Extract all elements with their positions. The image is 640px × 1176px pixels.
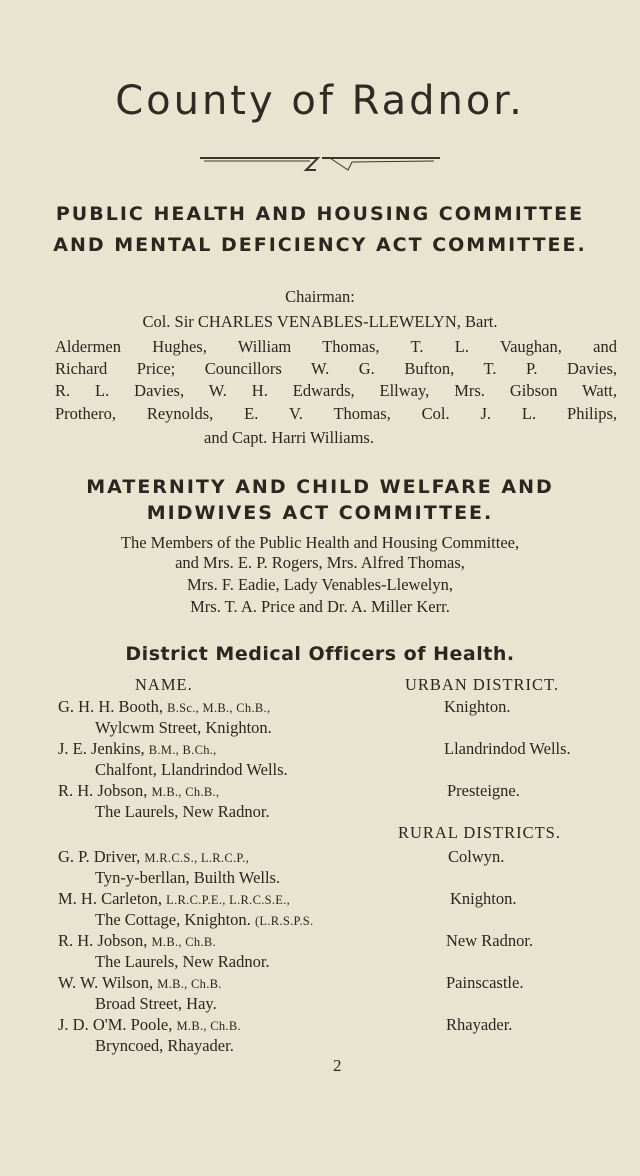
- officers-heading: District Medical Officers of Health.: [125, 643, 515, 665]
- officer-qualifications: M.R.C.S., L.R.C.P.,: [144, 851, 250, 865]
- committee-members-line: and Capt. Harri Williams.: [204, 428, 374, 447]
- maternity-members-line: Mrs. T. A. Price and Dr. A. Miller Kerr.: [190, 597, 450, 616]
- officer-district: Llandrindod Wells.: [444, 739, 571, 758]
- officer-name: R. H. Jobson,: [58, 931, 148, 950]
- maternity-members-line: and Mrs. E. P. Rogers, Mrs. Alfred Thomas,: [175, 553, 465, 572]
- officer-district: Painscastle.: [446, 973, 524, 992]
- officer-name: R. H. Jobson,: [58, 781, 148, 800]
- officer-district: Colwyn.: [448, 847, 505, 866]
- urban-column-header: URBAN DISTRICT.: [405, 675, 560, 694]
- officer-address: Bryncoed, Rhayader.: [95, 1036, 234, 1055]
- page-title: County of Radnor.: [115, 78, 525, 124]
- committee-members-line: Prothero, Reynolds, E. V. Thomas, Col. J. L. Philips,: [55, 404, 617, 423]
- maternity-heading-line1: MATERNITY AND CHILD WELFARE AND: [86, 476, 554, 498]
- officer-address: The Laurels, New Radnor.: [95, 952, 270, 971]
- committee-members-line: Richard Price; Councillors W. G. Bufton, T. P. Davies,: [55, 359, 617, 378]
- officer-qualifications: M.B., Ch.B.: [151, 935, 216, 949]
- officer-name: G. H. H. Booth,: [58, 697, 163, 716]
- officer-name: G. P. Driver,: [58, 847, 141, 866]
- chairman-label: Chairman:: [285, 287, 355, 306]
- officer-qualifications: M.B., Ch.B.,: [151, 785, 220, 799]
- committee-heading-line1: PUBLIC HEALTH AND HOUSING COMMITTEE: [55, 203, 585, 225]
- name-column-header: NAME.: [135, 675, 193, 694]
- maternity-heading-line2: MIDWIVES ACT COMMITTEE.: [146, 502, 494, 524]
- officer-district: Knighton.: [444, 697, 511, 716]
- officer-address: Tyn-y-berllan, Builth Wells.: [95, 868, 281, 887]
- officer-district: Knighton.: [450, 889, 517, 908]
- officer-address: Chalfont, Llandrindod Wells.: [95, 760, 288, 779]
- maternity-members-line: Mrs. F. Eadie, Lady Venables-Llewelyn,: [187, 575, 453, 594]
- officer-qualifications: B.Sc., M.B., Ch.B.,: [167, 701, 271, 715]
- maternity-members-line: The Members of the Public Health and Housing Committee,: [120, 533, 520, 552]
- committee-members-line: Aldermen Hughes, William Thomas, T. L. Vaughan, and: [55, 337, 617, 356]
- officer-district: Rhayader.: [446, 1015, 513, 1034]
- ornament-divider: [198, 152, 442, 174]
- officer-district: Presteigne.: [447, 781, 520, 800]
- officer-address: Broad Street, Hay.: [95, 994, 217, 1013]
- officer-name: J. D. O'M. Poole,: [58, 1015, 173, 1034]
- officer-address: The Laurels, New Radnor.: [95, 802, 270, 821]
- officer-qualifications: M.B., Ch.B.: [157, 977, 222, 991]
- rural-column-header: RURAL DISTRICTS.: [398, 823, 561, 842]
- officer-name: W. W. Wilson,: [58, 973, 154, 992]
- officer-district: New Radnor.: [446, 931, 534, 950]
- officer-qualifications: M.B., Ch.B.: [176, 1019, 241, 1033]
- officer-name: M. H. Carleton,: [58, 889, 163, 908]
- officer-address: The Cottage, Knighton.: [95, 910, 251, 929]
- officer-address: Wylcwm Street, Knighton.: [95, 718, 272, 737]
- officer-qualifications-continued: (L.R.S.P.S.: [254, 914, 314, 928]
- committee-heading-line2: AND MENTAL DEFICIENCY ACT COMMITTEE.: [53, 234, 587, 256]
- officer-name: J. E. Jenkins,: [58, 739, 145, 758]
- chairman-name: Col. Sir CHARLES VENABLES-LLEWELYN, Bart.: [142, 312, 498, 331]
- committee-members-line: R. L. Davies, W. H. Edwards, Ellway, Mrs. Gibson Watt,: [55, 381, 617, 400]
- officer-qualifications: B.M., B.Ch.,: [148, 743, 217, 757]
- page-number: 2: [333, 1056, 342, 1075]
- officer-qualifications: L.R.C.P.E., L.R.C.S.E.,: [166, 893, 291, 907]
